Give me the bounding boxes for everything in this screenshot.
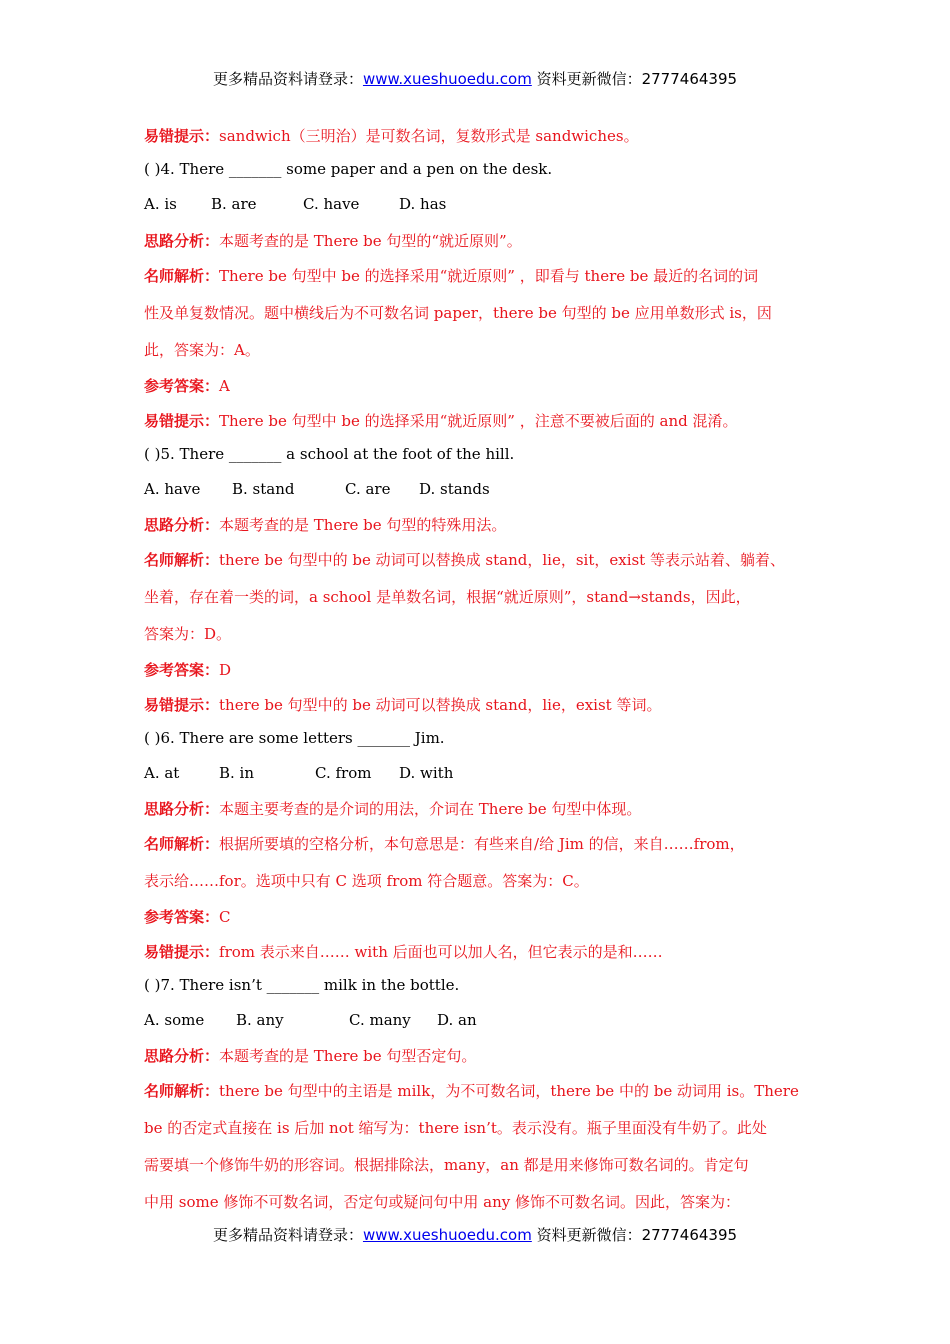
q7-analysis-text: 本题考查的是 There be 句型否定句。 [219, 1047, 477, 1065]
q4-option-c: C. have [303, 195, 360, 213]
header-prefix: 更多精品资料请登录： [212, 70, 363, 88]
q4-explain-3: 此，答案为：A。 [144, 341, 260, 359]
page-header [0, 68, 950, 89]
q6-answer-text: C [219, 908, 231, 926]
q5-explain-1 [144, 549, 785, 570]
footer-suffix: 资料更新微信：2777464395 [531, 1226, 738, 1244]
q7-explain-text-1: there be 句型中的主语是 milk，为不可数名词，there be 中的 be 动词用 is。There [219, 1082, 799, 1100]
q5-explain-text-1: there be 句型中的 be 动词可以替换成 stand，lie，sit，exist 等表示站着、躺着、 [219, 551, 785, 569]
answer-label: 参考答案： [144, 908, 220, 926]
tip-label: 易错提示： [144, 412, 220, 430]
q6-option-a: A. at [144, 764, 180, 782]
q5-analysis [144, 514, 506, 535]
q7-option-d: D. an [437, 1011, 477, 1029]
analysis-label: 思路分析： [144, 800, 220, 818]
header-link[interactable]: www.xueshuoedu.com [362, 70, 532, 88]
answer-label: 参考答案： [144, 377, 220, 395]
q4-analysis-text: 本题考查的是 There be 句型的“就近原则”。 [219, 232, 522, 250]
q5-analysis-text: 本题考查的是 There be 句型的特殊用法。 [219, 516, 507, 534]
q7-options [144, 1011, 477, 1029]
q7-stem: ( )7. There isn’t _______ milk in the bottle. [144, 976, 460, 994]
q6-option-b: B. in [219, 764, 255, 782]
q4-tip-text: There be 句型中 be 的选择采用“就近原则” ，注意不要被后面的 and 混淆。 [219, 412, 738, 430]
q5-tip [144, 694, 661, 715]
q5-answer [144, 659, 231, 680]
q7-analysis [144, 1045, 476, 1066]
q5-option-b: B. stand [232, 480, 295, 498]
q5-option-d: D. stands [419, 480, 490, 498]
q4-explain-1 [144, 265, 758, 286]
q6-explain-2: 表示给……for。选项中只有 C 选项 from 符合题意。答案为：C。 [144, 872, 589, 890]
q6-explain-1 [144, 833, 745, 854]
q4-options [144, 195, 446, 213]
q5-option-c: C. are [345, 480, 391, 498]
analysis-label: 思路分析： [144, 232, 220, 250]
q5-answer-text: D [219, 661, 232, 679]
q7-option-a: A. some [144, 1011, 205, 1029]
explain-label: 名师解析： [144, 551, 220, 569]
q7-explain-2: be 的否定式直接在 is 后加 not 缩写为：there isn’t。表示没有。瓶子里面没有牛奶了。此处 [144, 1119, 767, 1137]
analysis-label: 思路分析： [144, 516, 220, 534]
q6-analysis [144, 798, 641, 819]
q6-option-d: D. with [399, 764, 454, 782]
q6-explain-text-1: 根据所要填的空格分析，本句意思是：有些来自/给 Jim 的信，来自……from， [219, 835, 745, 853]
q6-answer [144, 906, 231, 927]
q4-explain-2: 性及单复数情况。题中横线后为不可数名词 paper，there be 句型的 be 应用单数形式 is，因 [144, 304, 772, 322]
q7-explain-4: 中用 some 修饰不可数名词，否定句或疑问句中用 any 修饰不可数名词。因此，答案为： [144, 1193, 740, 1211]
q6-tip [144, 941, 663, 962]
q4-stem: ( )4. There _______ some paper and a pen on the desk. [144, 160, 553, 178]
q4-analysis [144, 230, 522, 251]
q6-analysis-text: 本题主要考查的是介词的用法，介词在 There be 句型中体现。 [219, 800, 642, 818]
explain-label: 名师解析： [144, 267, 220, 285]
explain-label: 名师解析： [144, 835, 220, 853]
q4-option-b: B. are [211, 195, 257, 213]
q7-option-c: C. many [349, 1011, 411, 1029]
analysis-label: 思路分析： [144, 1047, 220, 1065]
q6-stem: ( )6. There are some letters _______ Jim. [144, 729, 445, 747]
q4-tip [144, 410, 738, 431]
q6-option-c: C. from [315, 764, 372, 782]
q7-option-b: B. any [236, 1011, 284, 1029]
tip-label: 易错提示： [144, 943, 220, 961]
q5-explain-3: 答案为：D。 [144, 625, 232, 643]
header-suffix: 资料更新微信：2777464395 [531, 70, 738, 88]
page-footer [0, 1224, 950, 1245]
q4-explain-text-1: There be 句型中 be 的选择采用“就近原则” ，即看与 there be 最近的名词的词 [219, 267, 759, 285]
q4-option-a: A. is [144, 195, 177, 213]
q5-tip-text: there be 句型中的 be 动词可以替换成 stand，lie，exist 等词。 [219, 696, 662, 714]
q4-answer-text: A [219, 377, 230, 395]
q4-option-d: D. has [399, 195, 447, 213]
q5-stem: ( )5. There _______ a school at the foot of the hill. [144, 445, 515, 463]
answer-label: 参考答案： [144, 661, 220, 679]
footer-link[interactable]: www.xueshuoedu.com [362, 1226, 532, 1244]
q5-explain-2: 坐着，存在着一类的词，a school 是单数名词，根据“就近原则”，stand→stands，因此， [144, 588, 751, 606]
q5-options [144, 480, 490, 498]
explain-label: 名师解析： [144, 1082, 220, 1100]
footer-prefix: 更多精品资料请登录： [212, 1226, 363, 1244]
tip-label: 易错提示： [144, 696, 220, 714]
tip-label: 易错提示： [144, 127, 220, 145]
q6-options [144, 764, 453, 782]
q6-tip-text: from 表示来自…… with 后面也可以加人名，但它表示的是和…… [219, 943, 663, 961]
q5-option-a: A. have [144, 480, 201, 498]
q4-answer [144, 375, 230, 396]
q7-explain-1 [144, 1080, 799, 1101]
q3-tip [144, 125, 639, 146]
q3-tip-text: sandwich（三明治）是可数名词，复数形式是 sandwiches。 [219, 127, 639, 145]
q7-explain-3: 需要填一个修饰牛奶的形容词。根据排除法，many，an 都是用来修饰可数名词的。肯定句 [144, 1156, 749, 1174]
